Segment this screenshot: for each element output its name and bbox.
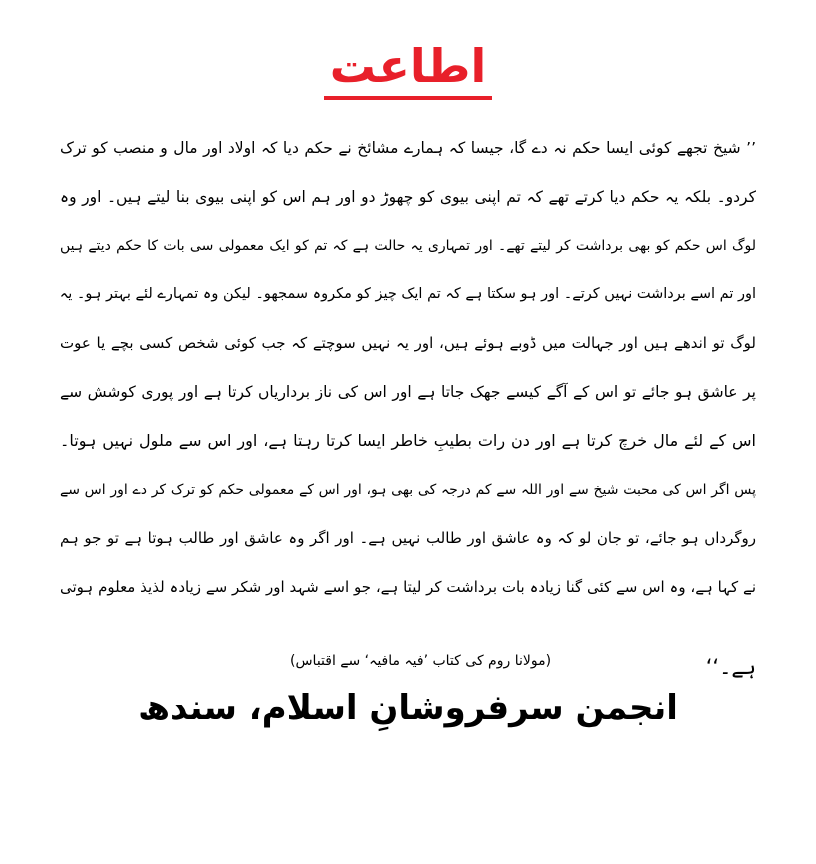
closing-quote: ہے۔‘‘ [705,655,756,679]
paragraph-line: ’’ شیخ تجھے کوئی ایسا حکم نہ دے گا، جیسا کہ ہمارے مشائخ نے حکم دیا کہ اولاد اور مال و منصب کو ترک [60,139,756,157]
organization-name: انجمن سرفروشانِ اسلام، سندھ [138,688,678,728]
paragraph-line: نے کہا ہے، وہ اس سے کئی گنا زیادہ بات برداشت کر لیتا ہے، جو اسے شہد اور شکر سے زیادہ لذیذ معلوم ہوتی [60,578,756,597]
paragraph-line: کردو۔ بلکہ یہ حکم دیا کرتے تھے کہ تم اپنی بیوی کو چھوڑ دو اور ہم اس کو اپنی بیوی بنا لیتے ہیں۔ اور وہ [60,187,756,206]
page-title: اطاعت [324,38,493,100]
paragraph-line: لوگ تو اندھے ہیں اور جہالت میں ڈوبے ہوئے ہیں، اور یہ نہیں سوچتے کہ جب کوئی شخص کسی بچے یا عوت [60,334,756,353]
paragraph-line: لوگ اس حکم کو بھی برداشت کر لیتے تھے۔ اور تمہاری یہ حالت ہے کہ تم کو ایک معمولی سی بات کا حکم دیتے ہیں [60,237,756,254]
paragraph-line: اور تم اسے برداشت نہیں کرتے۔ اور ہو سکتا ہے کہ تم ایک چیز کو مکروہ سمجھو۔ لیکن وہ تمہارے لئے بہتر ہو۔ یہ [60,286,756,303]
paragraph-line: روگرداں ہو جائے، تو جان لو کہ وہ عاشق اور طالب نہیں ہے۔ اور اگر وہ عاشق اور طالب ہوتا ہے تو جو ہم [60,529,756,548]
quote-paragraph [60,124,756,612]
paragraph-line: پس اگر اس کی محبت شیخ سے اور اللہ سے کم درجہ کی بھی ہو، اور اس کے معمولی حکم کو ترک کر دے اور اس سے [60,481,756,498]
paragraph-line: پر عاشق ہو جائے تو اس کے آگے کیسے جھک جاتا ہے اور اس کی ناز برداریاں کرتا ہے اور پوری کوشش سے [60,382,756,401]
title-wrap [0,38,816,100]
source-note: (مولانا روم کی کتاب ’فیہ مافیہ‘ سے اقتباس) [290,653,552,669]
paragraph-line: اس کے لئے مال خرچ کرتا ہے اور دن رات بطیبِ خاطر ایسا کرتا رہتا ہے، اور اس سے ملول نہیں ہوتا۔ [60,430,756,450]
